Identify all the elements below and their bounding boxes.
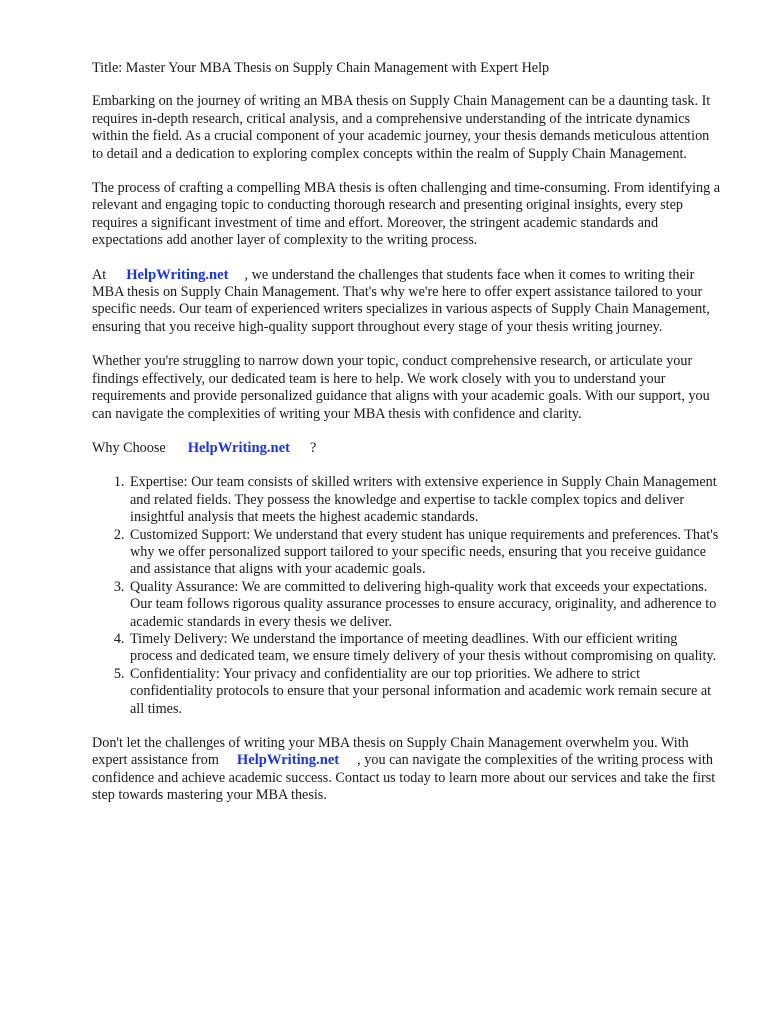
process-paragraph: The process of crafting a compelling MBA thesis is often challenging and time-consuming. From identifying a relevant and engaging topic to conducting thorough research and presenting original insights, every step requires a significant investment of time and effort. Moreover, the stringent academic standards and expectations add another layer of complexity to the writing process.	[92, 180, 721, 249]
list-item: 2. Customized Support: We understand that every student has unique requirements and preferences. That's why we offer personalized support tailored to your specific needs, ensuring that you receive guidance and assistance that aligns with your academic goals.	[128, 527, 722, 579]
why-choose-tail: ?	[310, 439, 317, 456]
service-paragraph-body: , we understand the challenges that students face when it comes to writing their MBA thesis on Supply Chain Management. That's why we're here to offer expert assistance tailored to your specific needs. Our team of experienced writers specializes in various aspects of Supply Chain Management, ensuring that you receive high-quality support throughout every stage of your thesis writing journey.	[92, 266, 710, 335]
service-paragraph-lead: At	[92, 266, 107, 283]
document-title: Title: Master Your MBA Thesis on Supply Chain Management with Expert Help	[92, 60, 550, 76]
benefits-list	[92, 474, 722, 718]
why-choose-lead: Why Choose	[92, 439, 166, 456]
helpwriting-link[interactable]: HelpWriting.net	[236, 752, 340, 769]
document-page	[92, 60, 722, 822]
list-item: 4. Timely Delivery: We understand the importance of meeting deadlines. With our efficient writing process and dedicated team, we ensure timely delivery of your thesis without compromising on quality.	[128, 631, 722, 666]
closing-paragraph	[92, 735, 722, 805]
helpwriting-link[interactable]: HelpWriting.net	[126, 266, 229, 283]
helpwriting-link[interactable]: HelpWriting.net	[187, 439, 290, 456]
list-item: 5. Confidentiality: Your privacy and confidentiality are our top priorities. We adhere to strict confidentiality protocols to ensure that your personal information and academic work remain secure at all times.	[128, 666, 722, 718]
closing-paragraph-body: , you can navigate the complexities of the writing process with confidence and achieve academic success. Contact us today to learn more about our services and take the first step towards mastering your MBA thesis.	[92, 752, 716, 804]
support-paragraph: Whether you're struggling to narrow down your topic, conduct comprehensive research, or articulate your findings effectively, our dedicated team is here to help. We work closely with you to understand your requirements and provide personalized guidance that aligns with your academic goals. With our support, you can navigate the complexities of writing your MBA thesis with confidence and clarity.	[92, 353, 710, 422]
list-item: 3. Quality Assurance: We are committed to delivering high-quality work that exceeds your expectations. Our team follows rigorous quality assurance processes to ensure accuracy, originality, and adherence to academic standards in every thesis we deliver.	[128, 579, 722, 631]
why-choose-heading	[92, 440, 722, 457]
list-item: 1. Expertise: Our team consists of skilled writers with extensive experience in Supply Chain Management and related fields. They possess the knowledge and expertise to tackle complex topics and deliver insightful analysis that meets the highest academic standards.	[128, 474, 722, 526]
closing-paragraph-lead: Don't let the challenges of writing your MBA thesis on Supply Chain Management overwhelm you. With expert assistance from	[92, 735, 689, 769]
service-paragraph	[92, 267, 722, 337]
intro-paragraph: Embarking on the journey of writing an MBA thesis on Supply Chain Management can be a daunting task. It requires in-depth research, critical analysis, and a comprehensive understanding of the intricate dynamics within the field. As a crucial component of your academic journey, your thesis demands meticulous attention to detail and a dedication to exploring complex concepts within the realm of Supply Chain Management.	[92, 93, 711, 162]
